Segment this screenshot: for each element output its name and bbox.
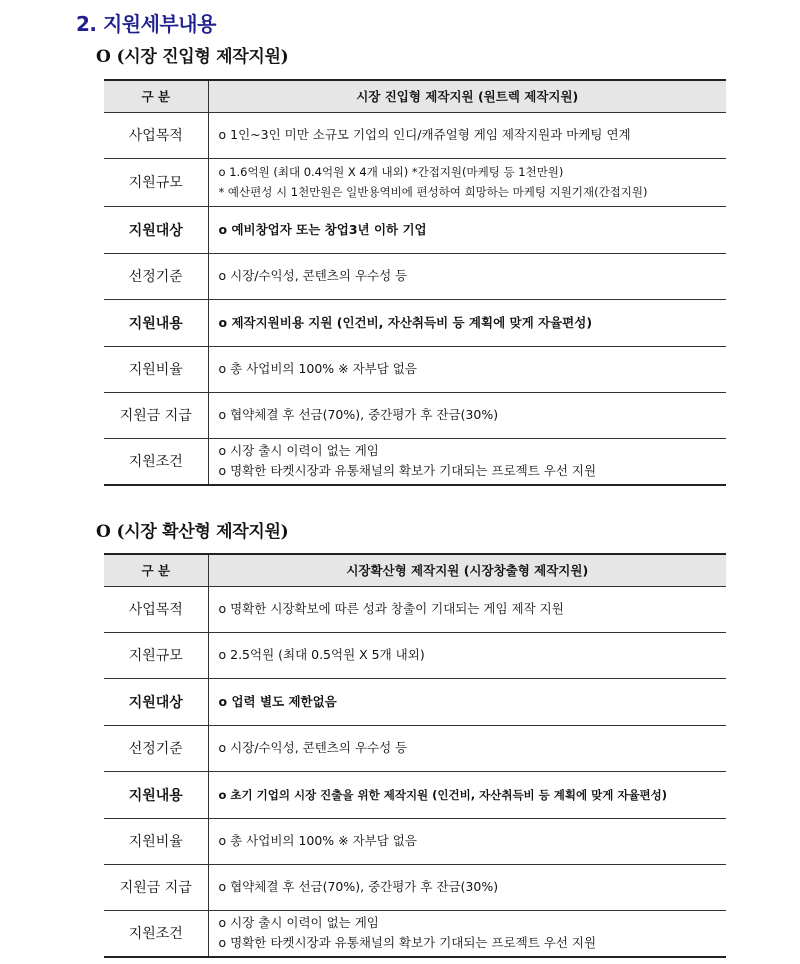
table-row — [104, 206, 726, 253]
table-row — [104, 910, 726, 957]
table-header-row — [104, 80, 726, 112]
section-bullet: O — [96, 47, 111, 67]
table-row — [104, 771, 726, 818]
row-content — [208, 206, 726, 253]
market-expansion-table — [104, 553, 726, 958]
row-line: o 총 사업비의 100% ※ 자부담 없음 — [218, 361, 417, 376]
row-line: o 시장 출시 이력이 없는 게임 — [218, 443, 379, 459]
table-header-row — [104, 554, 726, 586]
section-heading-text: (시장 진입형 제작지원) — [116, 47, 289, 67]
row-line: o 2.5억원 (최대 0.5억원 X 5개 내외) — [218, 647, 425, 662]
row-label: 지원대상 — [104, 678, 208, 725]
row-label: 선정기준 — [104, 253, 208, 299]
table-row — [104, 586, 726, 632]
row-line: o 명확한 시장확보에 따른 성과 창출이 기대되는 게임 제작 지원 — [218, 601, 564, 616]
row-label: 선정기준 — [104, 725, 208, 771]
row-label: 지원조건 — [104, 910, 208, 957]
row-content — [208, 864, 726, 910]
row-content — [208, 438, 726, 485]
row-content — [208, 771, 726, 818]
header-value: 시장 진입형 제작지원 (원트렉 제작지원) — [208, 80, 726, 112]
row-label: 지원조건 — [104, 438, 208, 485]
row-line: o 제작지원비용 지원 (인건비, 자산취득비 등 계획에 맞게 자율편성) — [218, 314, 593, 330]
table-row — [104, 392, 726, 438]
row-label: 지원대상 — [104, 206, 208, 253]
row-line: o 예비창업자 또는 창업3년 이하 기업 — [218, 221, 427, 237]
row-content — [208, 158, 726, 206]
row-line: o 1.6억원 (최대 0.4억원 X 4개 내외) *간접지원(마케팅 등 1천만원) — [218, 165, 564, 179]
section-heading-text: (시장 확산형 제작지원) — [116, 522, 289, 542]
row-label: 사업목적 — [104, 112, 208, 158]
header-value: 시장확산형 제작지원 (시장창출형 제작지원) — [208, 554, 726, 586]
row-label: 지원규모 — [104, 632, 208, 678]
table-row — [104, 253, 726, 299]
row-content — [208, 299, 726, 346]
row-content — [208, 818, 726, 864]
row-label: 사업목적 — [104, 586, 208, 632]
row-line: * 예산편성 시 1천만원은 일반용역비에 편성하여 희망하는 마케팅 지원기재(간접지원) — [218, 185, 648, 199]
section-bullet: O — [96, 522, 111, 542]
row-content — [208, 112, 726, 158]
row-content — [208, 910, 726, 957]
table-row — [104, 632, 726, 678]
table-row — [104, 299, 726, 346]
row-label: 지원내용 — [104, 771, 208, 818]
table-row — [104, 678, 726, 725]
row-line: o 1인~3인 미만 소규모 기업의 인디/캐쥬얼형 게임 제작지원과 마케팅 연계 — [218, 127, 631, 142]
table-row — [104, 438, 726, 485]
row-line: o 업력 별도 제한없음 — [218, 693, 337, 709]
table-row — [104, 725, 726, 771]
row-content — [208, 632, 726, 678]
row-content — [208, 586, 726, 632]
row-line: o 명확한 타켓시장과 유통채널의 확보가 기대되는 프로젝트 우선 지원 — [218, 935, 597, 951]
table-row — [104, 346, 726, 392]
row-content — [208, 253, 726, 299]
table-row — [104, 158, 726, 206]
section-heading-market-expansion — [96, 517, 288, 542]
row-content — [208, 678, 726, 725]
row-line: o 명확한 타켓시장과 유통채널의 확보가 기대되는 프로젝트 우선 지원 — [218, 463, 597, 479]
row-line: o 협약체결 후 선금(70%), 중간평가 후 잔금(30%) — [218, 407, 499, 422]
row-label: 지원금 지급 — [104, 392, 208, 438]
table-row — [104, 818, 726, 864]
section-heading-market-entry — [96, 42, 288, 67]
row-label: 지원내용 — [104, 299, 208, 346]
market-entry-table — [104, 79, 726, 486]
row-line: o 시장/수익성, 콘텐츠의 우수성 등 — [218, 740, 408, 755]
header-label: 구 분 — [104, 80, 208, 112]
page-title: 2. 지원세부내용 — [76, 12, 216, 36]
row-label: 지원금 지급 — [104, 864, 208, 910]
row-content — [208, 725, 726, 771]
row-line: o 협약체결 후 선금(70%), 중간평가 후 잔금(30%) — [218, 879, 499, 894]
row-line: o 초기 기업의 시장 진출을 위한 제작지원 (인건비, 자산취득비 등 계획에 맞게 자율편성) — [218, 787, 668, 802]
table-row — [104, 864, 726, 910]
row-content — [208, 346, 726, 392]
row-label: 지원비율 — [104, 346, 208, 392]
row-line: o 시장/수익성, 콘텐츠의 우수성 등 — [218, 268, 408, 283]
header-label: 구 분 — [104, 554, 208, 586]
row-line: o 총 사업비의 100% ※ 자부담 없음 — [218, 833, 417, 848]
row-line: o 시장 출시 이력이 없는 게임 — [218, 915, 379, 931]
row-label: 지원비율 — [104, 818, 208, 864]
table-row — [104, 112, 726, 158]
row-label: 지원규모 — [104, 158, 208, 206]
row-content — [208, 392, 726, 438]
